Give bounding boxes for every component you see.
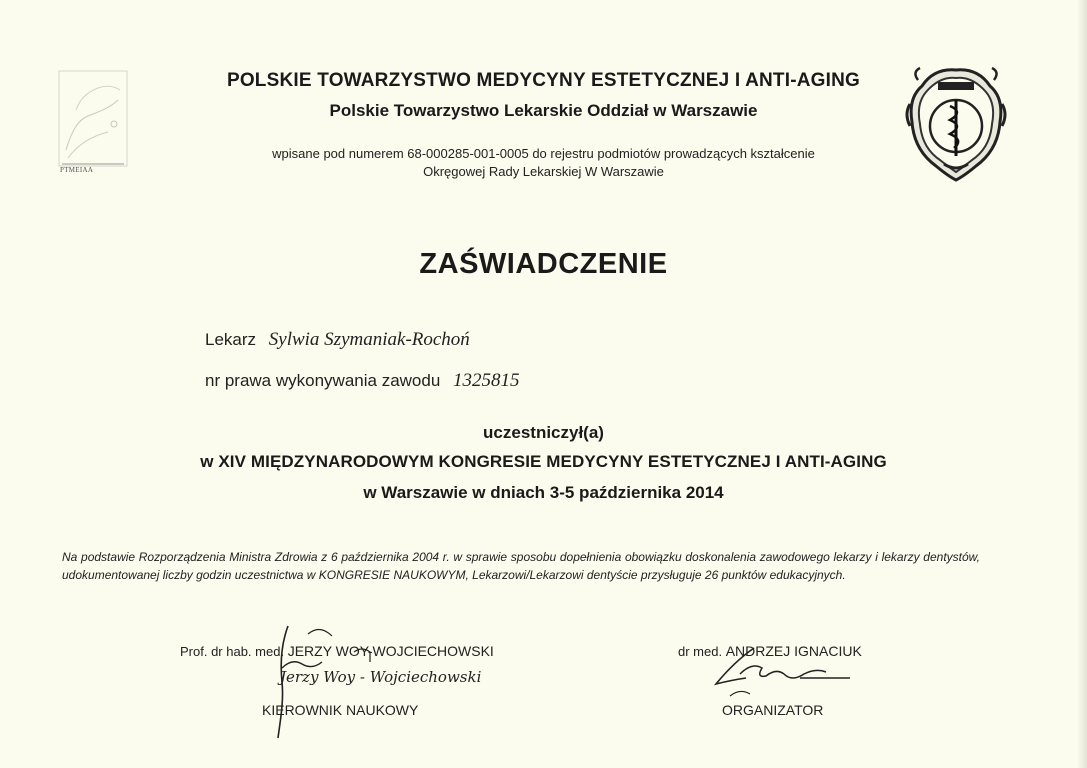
congress-dates: w Warszawie w dniach 3-5 października 2014 [363,483,724,502]
congress-name: w XIV MIĘDZYNARODOWYM KONGRESIE MEDYCYNY ESTETYCZNEJ I ANTI-AGING [200,452,887,471]
signature-handwriting: Jerzy Woy - Wojciechowski [280,668,482,686]
license-line [205,370,520,392]
signatory-2-role: ORGANIZATOR [722,702,824,718]
signatory-1-role: KIEROWNIK NAUKOWY [262,702,419,718]
signatory-1-title: Prof. dr hab. med. [180,644,285,659]
registry-line-1: wpisane pod numerem 68-000285-001-0005 do rejestru podmiotów prowadzących kształcenie [272,146,815,161]
signatory-2-name: ANDRZEJ IGNACIUK [725,643,862,659]
registry-line-2: Okręgowej Rady Lekarskiej W Warszawie [423,164,664,179]
signatory-1-name: JERZY WOY-WOJCIECHOWSKI [287,643,494,659]
recipient-prefix: Lekarz [205,330,257,349]
signatory-2-signature [700,638,860,708]
logo-caption: PTMEIAA [60,166,94,174]
recipient-name: Sylwia Szymaniak-Rochoń [268,329,470,350]
organization-name: POLSKIE TOWARZYSTWO MEDYCYNY ESTETYCZNEJ I ANTI-AGING [226,70,861,91]
signatory-1-signature [262,622,482,742]
license-number: 1325815 [453,370,520,391]
signatory-2-title: dr med. [678,644,723,659]
document-title: ZAŚWIADCZENIE [419,248,668,280]
participation-statement: uczestniczył(a) [483,423,604,442]
registry-statement [0,145,1087,181]
parent-organization: Polskie Towarzystwo Lekarskie Oddział w Warszawie [329,101,758,120]
recipient-line [205,329,470,351]
license-label: nr prawa wykonywania zawodu [205,371,441,390]
legal-basis-text: Na podstawie Rozporządzenia Ministra Zdrowia z 6 października 2004 r. w sprawie sposobu dopełnienia obowiązku doskonalenia zawodowego lekarzy i lekarzy dentystów, udokumentowanej liczby godzin uczestnictwa w KONGRESIE NAUKOWYM, Lekarzowi/Lekarzowi dentyście przysługuje 26 punktów edukacyjnych. [62,550,980,582]
